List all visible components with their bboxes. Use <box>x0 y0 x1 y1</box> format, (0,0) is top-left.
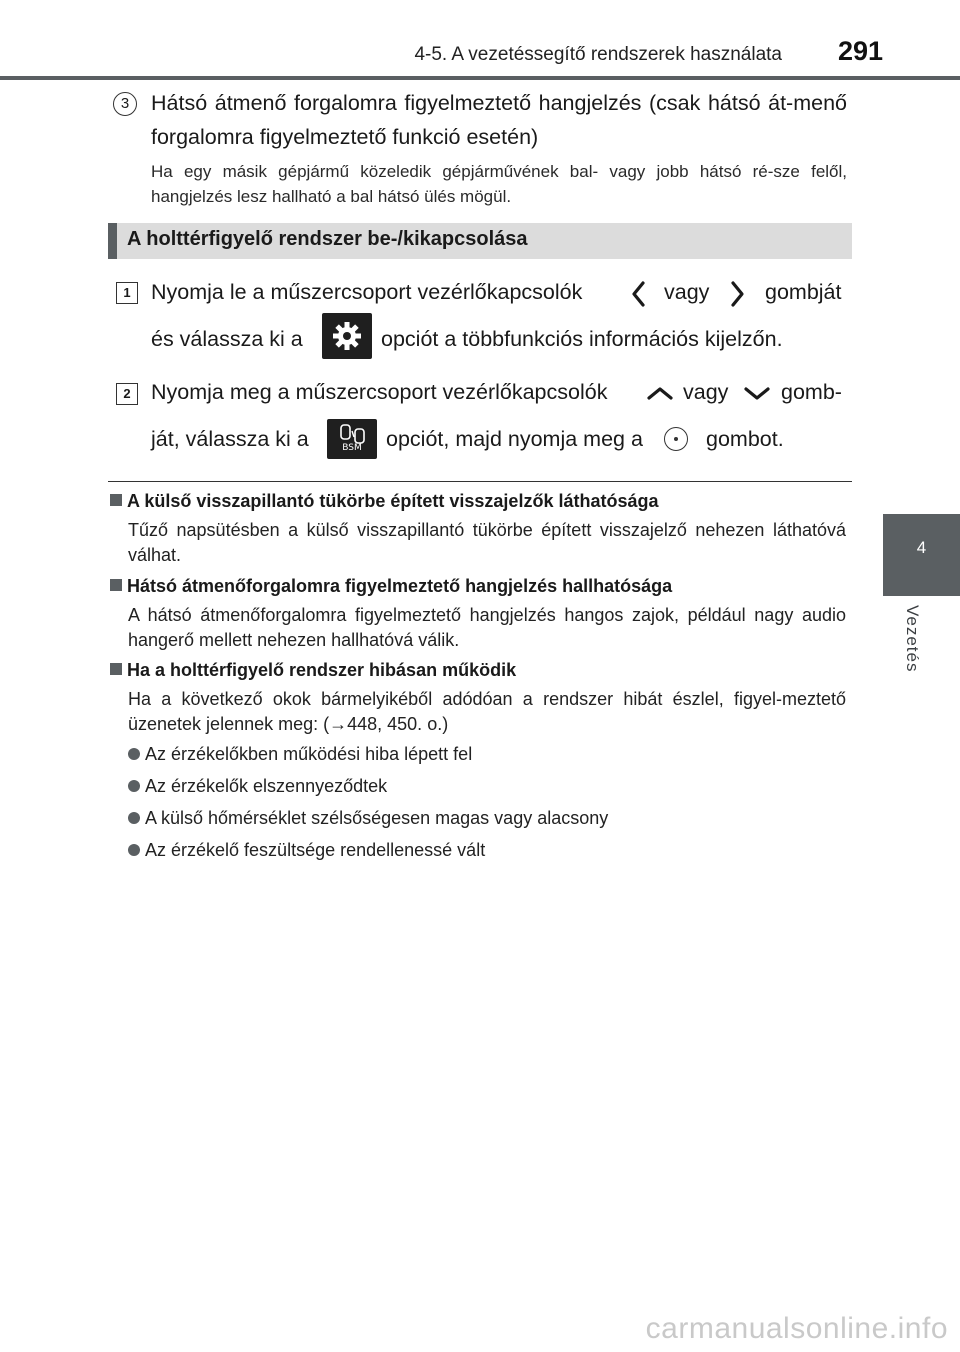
bsm-icon <box>327 419 377 459</box>
enter-button-icon <box>664 427 688 451</box>
bsm-icon-label: BSM <box>342 443 362 453</box>
step-text: vagy <box>664 280 710 304</box>
step-number: 1 <box>116 282 138 304</box>
header-rule <box>0 76 960 80</box>
section-heading <box>108 223 852 259</box>
chapter-tab-number: 4 <box>916 538 927 557</box>
item-description: Ha egy másik gépjármű közeledik gépjárművének bal- vagy jobb hátsó ré-sze felől, hangjelzés lesz hallható a bal hátsó ülés mögül. <box>151 162 847 206</box>
note-body: A hátsó átmenőforgalomra figyelmeztető hangjelzés hangos zajok, például nagy audio hangerő mellett nehezen hallhatóvá válik. <box>128 605 846 650</box>
list-item-text: Az érzékelőkben működési hiba lépett fel <box>145 744 473 764</box>
round-bullet-icon <box>128 812 140 824</box>
note-title-text: Hátsó átmenőforgalomra figyelmeztető hangjelzés hallhatósága <box>127 576 673 596</box>
note-title-text: Ha a holttérfigyelő rendszer hibásan működik <box>127 660 517 680</box>
square-bullet-icon <box>110 494 122 506</box>
chapter-tab-label: Vezetés <box>903 605 922 673</box>
step-text: gombját <box>765 280 842 304</box>
page-header <box>0 0 960 80</box>
step-text: vagy <box>683 380 729 404</box>
note-body: Tűző napsütésben a külső visszapillantó tükörbe épített visszajelző nehezen láthatóvá válhat. <box>128 520 846 565</box>
note-title <box>110 491 658 512</box>
chevron-down-icon <box>742 384 772 402</box>
list-item <box>128 808 608 829</box>
note-title-text: A külső visszapillantó tükörbe épített visszajelzők láthatósága <box>127 491 659 511</box>
chapter-tab <box>883 514 960 596</box>
item-number: 3 <box>113 92 137 116</box>
chapter-title: 4-5. A vezetéssegítő rendszerek használata <box>414 44 782 65</box>
round-bullet-icon <box>128 748 140 760</box>
step-text: és válassza ki a <box>151 327 303 351</box>
item-title: Hátsó átmenő forgalomra figyelmeztető hangjelzés (csak hátsó át-menő forgalomra figyelmeztető funkció esetén) <box>151 91 847 149</box>
note-title <box>110 576 672 597</box>
round-bullet-icon <box>128 780 140 792</box>
step-text: opciót a többfunkciós információs kijelzőn. <box>381 327 783 351</box>
round-bullet-icon <box>128 844 140 856</box>
chevron-up-icon <box>645 384 675 402</box>
step-text: ját, válassza ki a <box>151 427 309 451</box>
section-heading-text: A holttérfigyelő rendszer be-/kikapcsolása <box>127 228 528 250</box>
note-title <box>110 660 516 681</box>
list-item <box>128 744 472 765</box>
step-text: gomb- <box>781 380 842 404</box>
chevron-left-icon <box>630 280 648 308</box>
list-item-text: Az érzékelő feszültsége rendellenessé vált <box>145 840 486 860</box>
section-divider <box>108 481 852 482</box>
square-bullet-icon <box>110 663 122 675</box>
step-text: opciót, majd nyomja meg a <box>386 427 643 451</box>
list-item <box>128 840 485 861</box>
step-text: Nyomja le a műszercsoport vezérlőkapcsolók <box>151 280 583 304</box>
step-text: Nyomja meg a műszercsoport vezérlőkapcsolók <box>151 380 608 404</box>
chevron-right-icon <box>728 280 746 308</box>
step-text: gombot. <box>706 427 784 451</box>
list-item <box>128 776 387 797</box>
step-number: 2 <box>116 383 138 405</box>
watermark: carmanualsonline.info <box>645 1312 948 1345</box>
list-item-text: Az érzékelők elszennyeződtek <box>145 776 388 796</box>
note-body: Ha a következő okok bármelyikéből adódóan a rendszer hibát észlel, figyel-meztető üzenetek jelennek meg: (→448, 450. o.) <box>128 689 846 734</box>
gear-icon <box>322 313 372 359</box>
square-bullet-icon <box>110 579 122 591</box>
list-item-text: A külső hőmérséklet szélsőségesen magas vagy alacsony <box>145 808 609 828</box>
page-number: 291 <box>837 36 883 66</box>
